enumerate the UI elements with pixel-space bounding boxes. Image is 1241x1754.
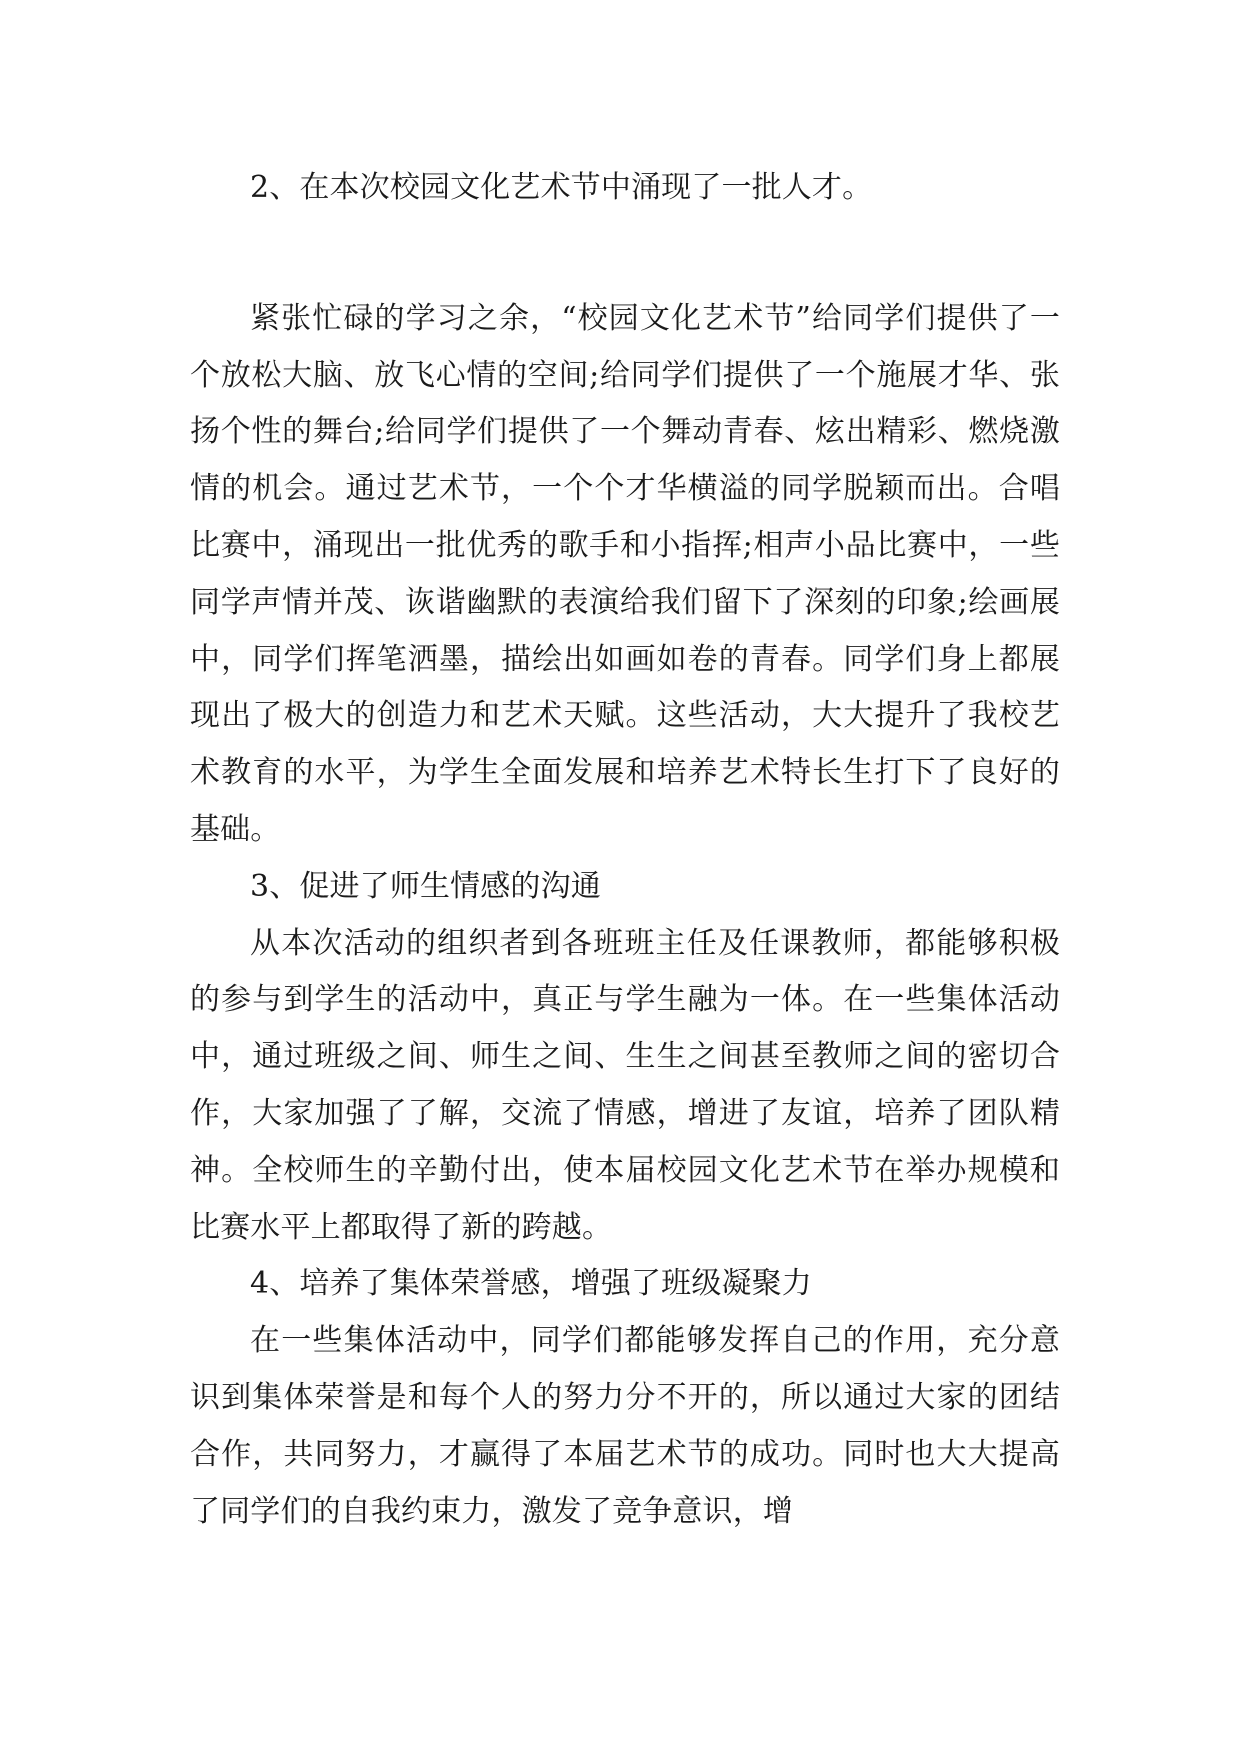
section-paragraph-3: 从本次活动的组织者到各班班主任及任课教师，都能够积极的参与到学生的活动中，真正与学生融为一体。在一些集体活动中，通过班级之间、师生之间、生生之间甚至教师之间的密切合作，大家加强了了解，交流了情感，增进了友谊，培养了团队精神。全校师生的辛勤付出，使本届校园文化艺术节在举办规模和比赛水平上都取得了新的跨越。 <box>190 925 1060 1245</box>
section-paragraph-2: 紧张忙碌的学习之余，“校园文化艺术节”给同学们提供了一个放松大脑、放飞心情的空间;给同学们提供了一个施展才华、张扬个性的舞台;给同学们提供了一个舞动青春、炫出精彩、燃烧激情的机会。通过艺术节，一个个才华横溢的同学脱颖而出。合唱比赛中，涌现出一批优秀的歌手和小指挥;相声小品比赛中，一些同学声情并茂、诙谐幽默的表演给我们留下了深刻的印象;绘画展中，同学们挥笔洒墨，描绘出如画如卷的青春。同学们身上都展现出了极大的创造力和艺术天赋。这些活动，大大提升了我校艺术教育的水平，为学生全面发展和培养艺术特长生打下了良好的基础。 <box>190 300 1060 847</box>
section-heading-3: 3、促进了师生情感的沟通 <box>250 868 601 904</box>
section-paragraph-4: 在一些集体活动中，同学们都能够发挥自己的作用，充分意识到集体荣誉是和每个人的努力分不开的，所以通过大家的团结合作，共同努力，才赢得了本届艺术节的成功。同时也大大提高了同学们的自我约束力，激发了竞争意识，增 <box>190 1323 1060 1529</box>
section-heading-4: 4、培养了集体荣誉感，增强了班级凝聚力 <box>250 1266 812 1302</box>
document-body <box>190 160 1060 1540</box>
section-heading-2: 2、在本次校园文化艺术节中涌现了一批人才。 <box>250 170 873 205</box>
paragraph-spacer <box>190 217 1060 291</box>
